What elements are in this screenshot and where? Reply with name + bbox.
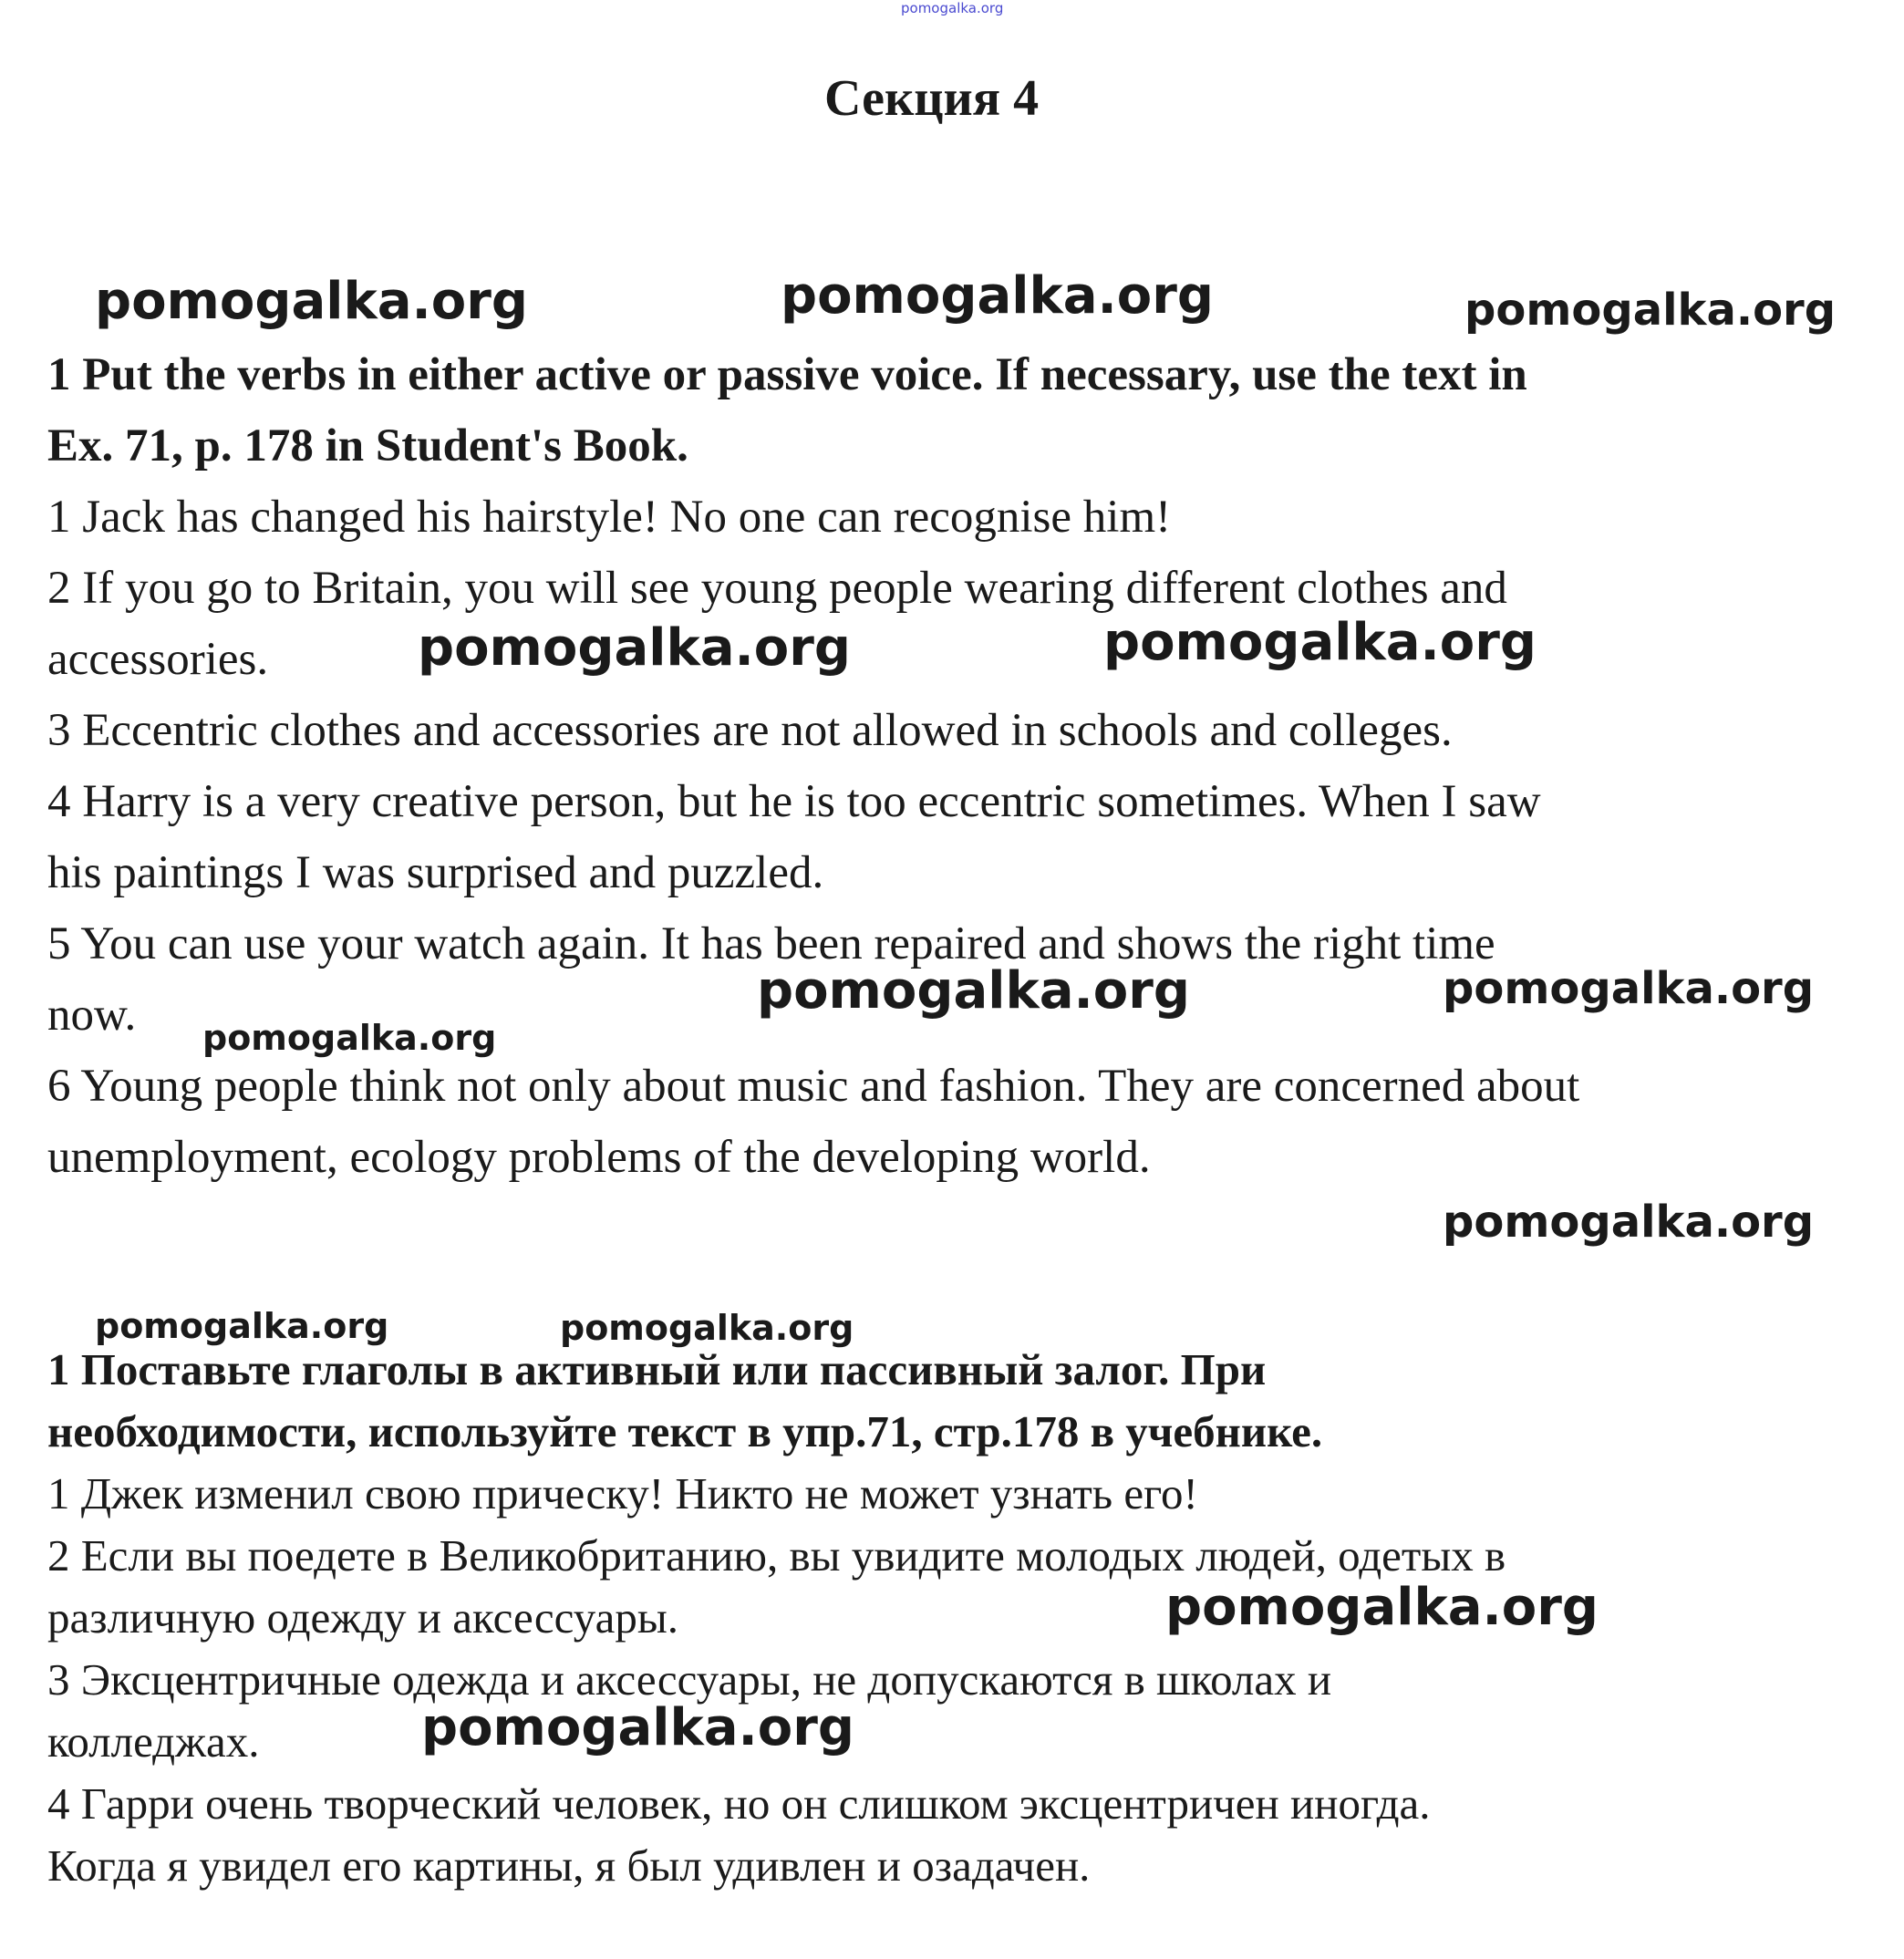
watermark: pomogalka.org [1103, 613, 1537, 672]
exercise-heading-en-line2: Ex. 71, p. 178 in Student's Book. [47, 420, 688, 472]
exercise-heading-en-line1: 1 Put the verbs in either active or passive voice. If necessary, use the text in [47, 349, 1527, 400]
sentence-en-4-cont: his paintings I was surprised and puzzled. [47, 847, 824, 898]
watermark: pomogalka.org [95, 1306, 389, 1346]
sentence-en-2: 2 If you go to Britain, you will see young people wearing different clothes and [47, 563, 1507, 614]
watermark: pomogalka.org [1165, 1578, 1599, 1637]
watermark: pomogalka.org [202, 1018, 497, 1058]
watermark: pomogalka.org [757, 961, 1190, 1021]
sentence-ru-1: 1 Джек изменил свою прическу! Никто не может узнать его! [47, 1468, 1198, 1518]
watermark: pomogalka.org [781, 266, 1214, 326]
sentence-ru-4: 4 Гарри очень творческий человек, но он слишком эксцентричен иногда. [47, 1778, 1431, 1829]
sentence-ru-4-cont: Когда я увидел его картины, я был удивлен и озадачен. [47, 1840, 1091, 1891]
watermark: pomogalka.org [1443, 1197, 1815, 1248]
sentence-en-5-cont: now. [47, 990, 137, 1041]
sentence-ru-2: 2 Если вы поедете в Великобританию, вы увидите молодых людей, одетых в [47, 1530, 1506, 1581]
watermark: pomogalka.org [421, 1698, 854, 1757]
sentence-en-6: 6 Young people think not only about music and fashion. They are concerned about [47, 1061, 1580, 1112]
sentence-en-4: 4 Harry is a very creative person, but he is too eccentric sometimes. When I saw [47, 776, 1541, 827]
watermark: pomogalka.org [1464, 285, 1837, 336]
top-watermark: pomogalka.org [901, 0, 1004, 16]
exercise-heading-ru-line2: необходимости, используйте текст в упр.71, стр.178 в учебнике. [47, 1406, 1323, 1456]
sentence-en-5: 5 You can use your watch again. It has been repaired and shows the right time [47, 918, 1495, 969]
sentence-en-2-cont: accessories. [47, 634, 269, 685]
sentence-ru-3-cont: колледжах. [47, 1716, 260, 1767]
sentence-en-1: 1 Jack has changed his hairstyle! No one can recognise him! [47, 492, 1172, 543]
section-title: Секция 4 [824, 70, 1040, 127]
sentence-en-3: 3 Eccentric clothes and accessories are not allowed in schools and colleges. [47, 705, 1453, 756]
sentence-ru-2-cont: различную одежду и аксессуары. [47, 1592, 679, 1643]
watermark: pomogalka.org [418, 618, 851, 678]
watermark: pomogalka.org [1443, 963, 1815, 1014]
watermark: pomogalka.org [95, 272, 528, 331]
sentence-ru-3: 3 Эксцентричные одежда и аксессуары, не допускаются в школах и [47, 1654, 1332, 1705]
exercise-heading-ru-line1: 1 Поставьте глаголы в активный или пассивный залог. При [47, 1344, 1267, 1394]
sentence-en-6-cont: unemployment, ecology problems of the developing world. [47, 1132, 1151, 1183]
watermark: pomogalka.org [560, 1308, 854, 1348]
